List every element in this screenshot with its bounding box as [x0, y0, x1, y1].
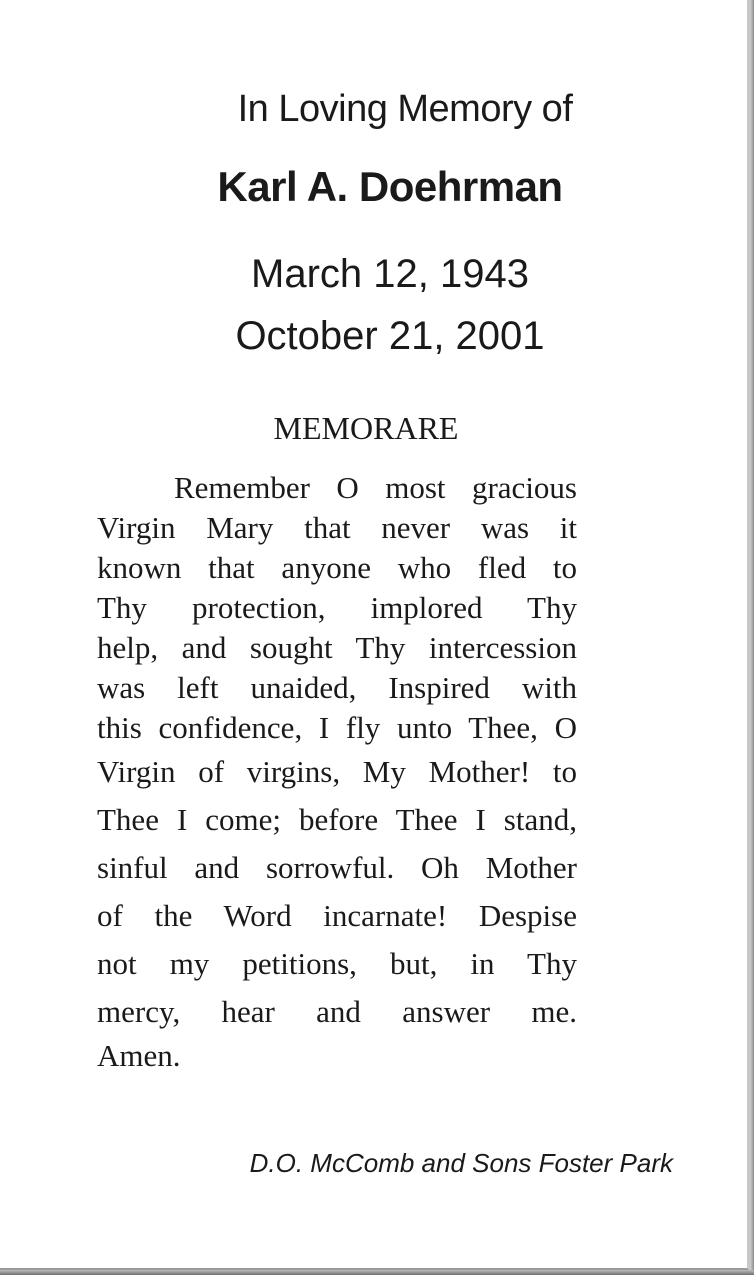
card-heading: In Loving Memory of [237, 88, 573, 130]
prayer-title: MEMORARE [273, 410, 459, 446]
prayer-line: this confidence, I fly unto Thee, O [97, 710, 577, 745]
prayer-line: known that anyone who fled to [97, 550, 577, 585]
prayer-line: not my petitions, but, in Thy [97, 946, 577, 981]
prayer-line: Virgin Mary that never was it [97, 510, 577, 545]
scan-edge-bottom [0, 1270, 754, 1275]
prayer-line: sinful and sorrowful. Oh Mother [97, 850, 577, 885]
death-date: October 21, 2001 [235, 314, 545, 358]
prayer-line: of the Word incarnate! Despise [97, 898, 577, 933]
prayer-line: Virgin of virgins, My Mother! to [97, 754, 577, 789]
prayer-line: help, and sought Thy intercession [97, 630, 577, 665]
prayer-line: mercy, hear and answer me. [97, 994, 577, 1029]
scan-edge-right [750, 0, 754, 1275]
prayer-text [97, 468, 577, 1076]
prayer-line: was left unaided, Inspired with [97, 670, 577, 705]
prayer-line: Amen. [97, 1038, 181, 1073]
prayer-line: Thy protection, implored Thy [97, 590, 577, 625]
birth-date: March 12, 1943 [251, 252, 529, 296]
funeral-home-credit: D.O. McComb and Sons Foster Park [249, 1148, 673, 1178]
prayer-line: Thee I come; before Thee I stand, [97, 802, 577, 837]
prayer-line: Remember O most gracious [174, 470, 577, 505]
deceased-name: Karl A. Doehrman [217, 163, 563, 210]
